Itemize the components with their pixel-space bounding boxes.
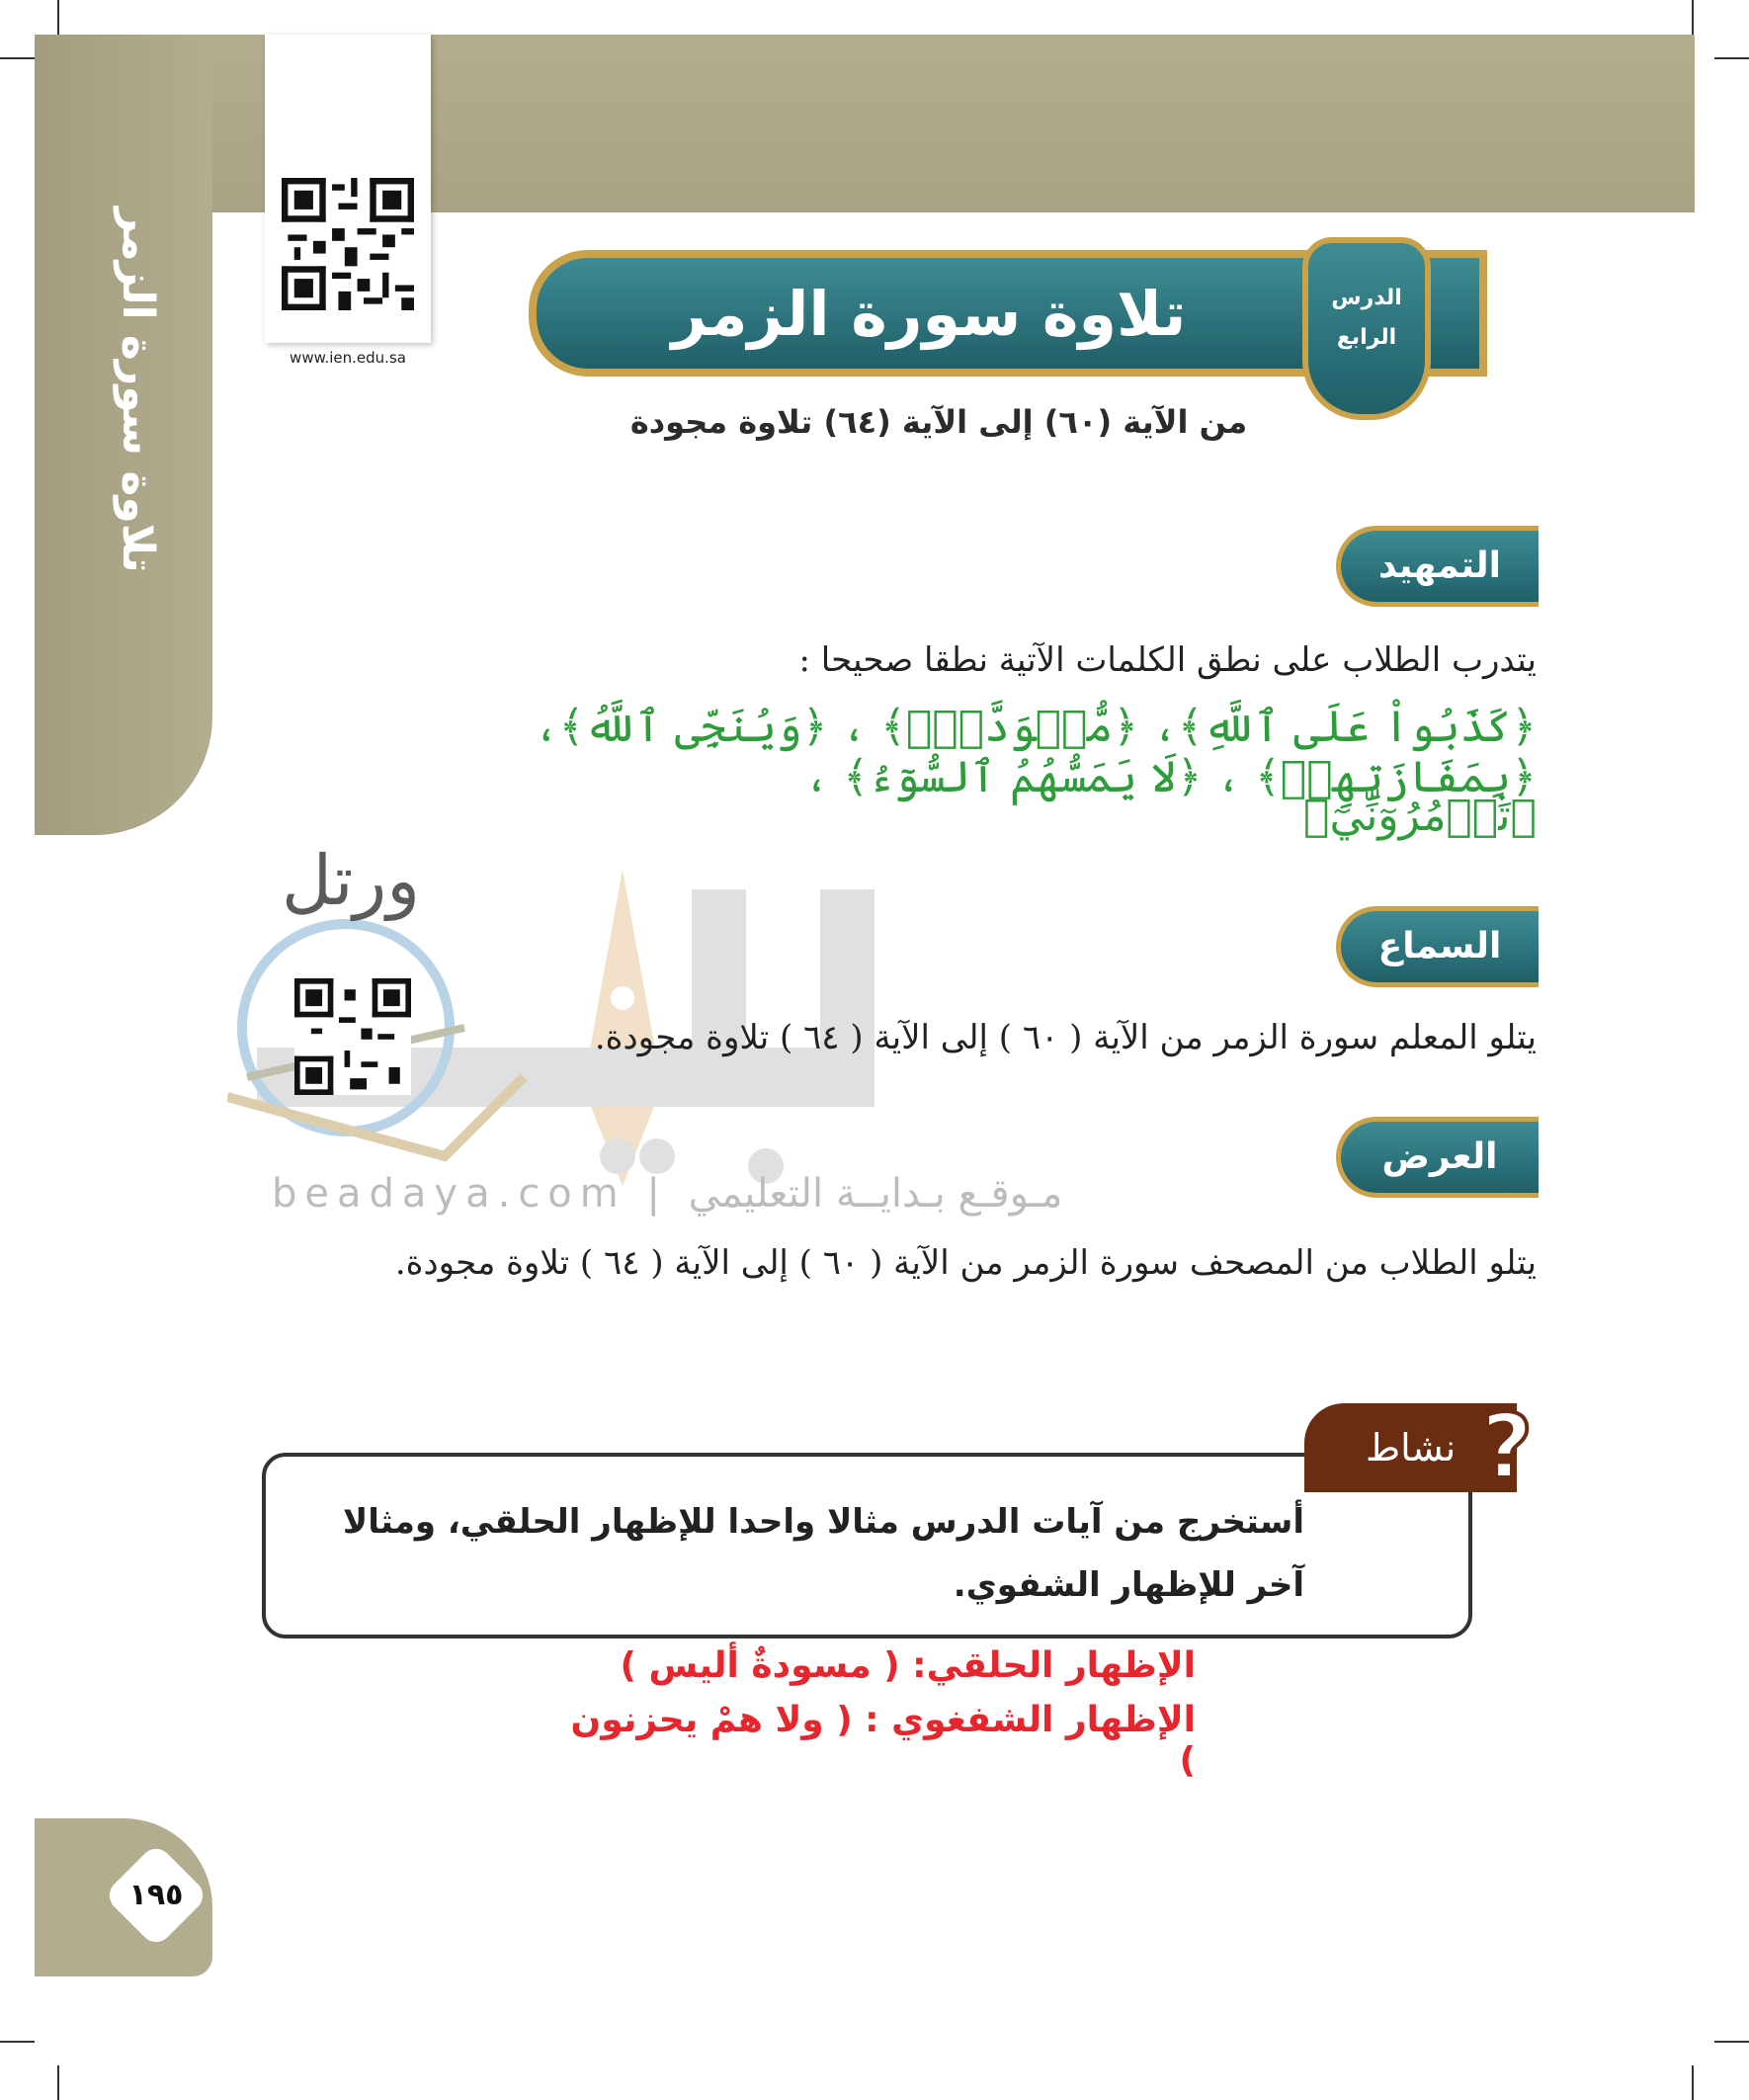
crop-mark: [0, 2041, 35, 2043]
qr-card[interactable]: [265, 35, 431, 367]
section-header-listening: السماع: [1336, 906, 1539, 987]
page-subtitle: من الآية (٦٠) إلى الآية (٦٤) تلاوة مجودة: [629, 403, 1248, 441]
crop-mark: [1714, 57, 1749, 59]
qr-url: www.ien.edu.sa: [290, 349, 406, 367]
answer-halqi: الإظهار الحلقي: ( مسودةٌ أليس ): [620, 1645, 1196, 1686]
intro-text: يتدرب الطلاب على نطق الكلمات الآتية نطقا صحيحا :: [798, 640, 1537, 680]
watermark-text: beadaya.com | مـوقـع بـدايــة التعليمي: [272, 1171, 1063, 1217]
crop-mark: [1692, 2065, 1694, 2100]
crop-mark: [0, 57, 35, 59]
crop-mark: [1714, 2041, 1749, 2043]
lesson-badge: [1302, 237, 1431, 420]
section-header-intro: التمهيد: [1336, 526, 1539, 607]
side-title: تلاوة سورة الزمر: [113, 208, 163, 573]
watermark-calligraphy: ورتل: [281, 840, 421, 921]
quran-words-line1: ﴿كَذَبُواْ عَلَى ٱللَّهِ﴾، ﴿مُّسۡوَدَّةٌۚ﴾ ، ﴿وَيُنَجِّى ٱللَّهُ﴾، ﴿بِمَفَازَتِهِمۡ﴾ ، ﴿لَا يَمَسُّهُمُ ٱلسُّوٓءُ﴾ ،: [533, 702, 1537, 802]
quran-words-line2: ﴿تَأۡمُرُوٓنِّيٓ﴾: [1303, 791, 1537, 841]
page-number: ١٩٥: [128, 1878, 184, 1912]
section-header-presentation: العرض: [1336, 1117, 1539, 1198]
watermark-qr-icon: [294, 978, 411, 1095]
listening-text: يتلو المعلم سورة الزمر من الآية ( ٦٠ ) إلى الآية ( ٦٤ ) تلاوة مجودة.: [594, 1018, 1537, 1057]
page-title: تلاوة سورة الزمر: [671, 278, 1187, 350]
crop-mark: [57, 0, 59, 35]
activity-label: نشاط: [1304, 1403, 1517, 1492]
lesson-badge-line2: الرابع: [1336, 325, 1397, 350]
activity-question: أستخرج من آيات الدرس مثالا واحدا للإظهار الحلقي، ومثالا آخر للإظهار الشفوي.: [342, 1502, 1304, 1605]
crop-mark: [57, 2065, 59, 2100]
lesson-badge-line1: الدرس: [1331, 286, 1402, 310]
presentation-text: يتلو الطلاب من المصحف سورة الزمر من الآية ( ٦٠ ) إلى الآية ( ٦٤ ) تلاوة مجودة.: [394, 1243, 1537, 1283]
answer-shafawi: الإظهار الشفغوي : ( ولا همْ يحزنون ): [570, 1700, 1196, 1781]
qr-code-icon: [282, 178, 414, 310]
crop-mark: [1692, 0, 1694, 35]
question-mark-icon: ?: [1480, 1395, 1534, 1499]
